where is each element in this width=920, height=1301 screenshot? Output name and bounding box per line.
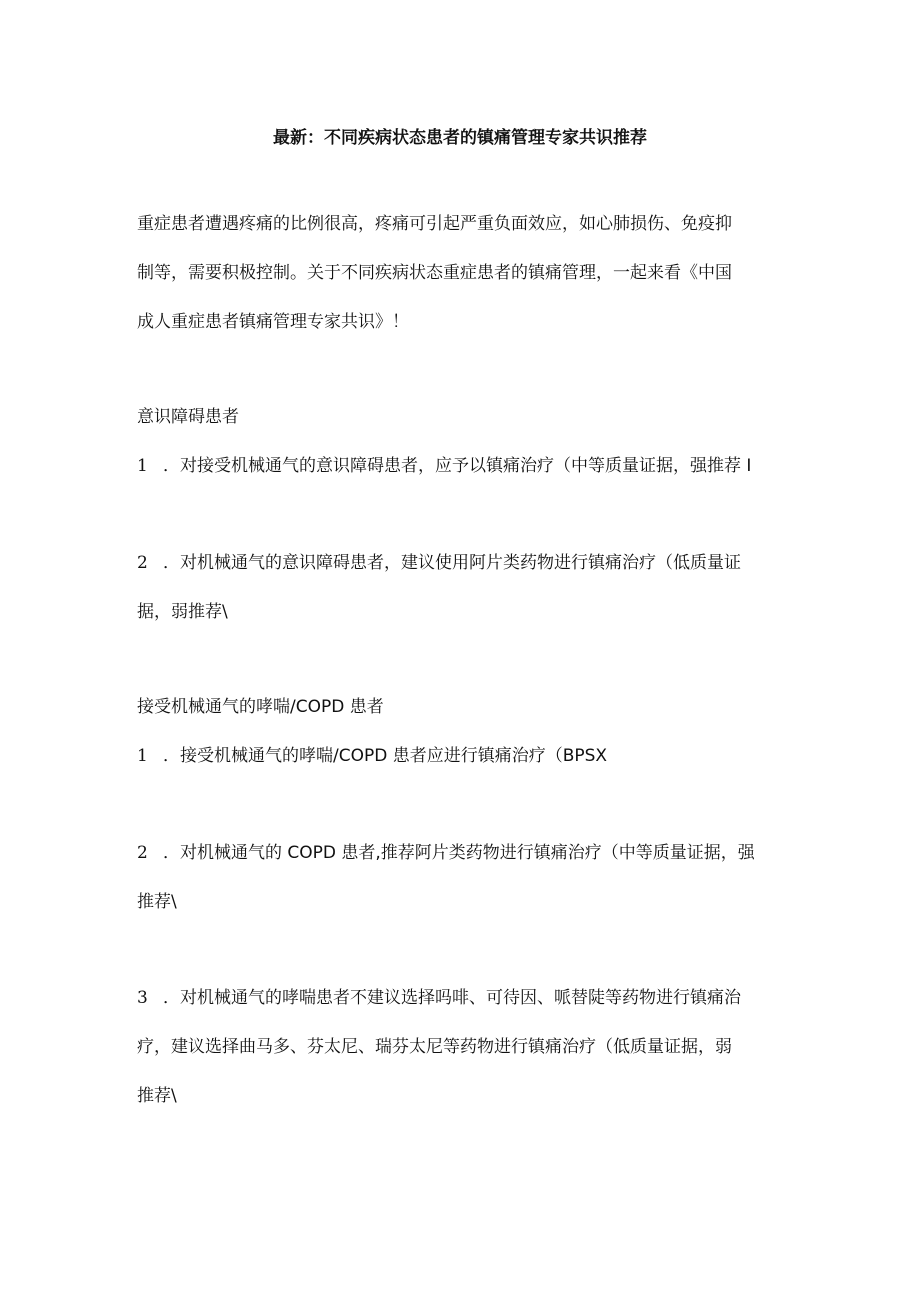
item-text: ．对机械通气的 COPD 患者,推荐阿片类药物进行镇痛治疗（中等质量证据，强 (163, 843, 755, 863)
list-item-s2-2-cont: 推荐\ (137, 892, 177, 912)
intro-line-3: 成人重症患者镇痛管理专家共识》！ (137, 312, 409, 332)
item-number: 2 (137, 553, 148, 573)
document-title: 最新：不同疾病状态患者的镇痛管理专家共识推荐 (273, 128, 647, 148)
item-text: ．对机械通气的意识障碍患者，建议使用阿片类药物进行镇痛治疗（低质量证 (163, 553, 741, 573)
section-heading-consciousness: 意识障碍患者 (137, 407, 239, 427)
item-number: 1 (137, 456, 148, 476)
item-text: ．对接受机械通气的意识障碍患者，应予以镇痛治疗（中等质量证据，强推荐 I (163, 456, 752, 476)
item-number: 2 (137, 843, 148, 863)
intro-line-1: 重症患者遭遇疼痛的比例很高，疼痛可引起严重负面效应，如心肺损伤、免疫抑 (137, 214, 732, 234)
item-number: 1 (137, 746, 148, 766)
item-text: ．对机械通气的哮喘患者不建议选择吗啡、可待因、哌替陡等药物进行镇痛治 (163, 988, 741, 1008)
list-item-s2-3-cont-1: 疗，建议选择曲马多、芬太尼、瑞芬太尼等药物进行镇痛治疗（低质量证据，弱 (137, 1037, 732, 1057)
item-text: ．接受机械通气的哮喘/COPD 患者应进行镇痛治疗（BPSX (163, 746, 608, 766)
list-item-s2-1 (137, 744, 797, 768)
list-item-s2-2 (137, 841, 797, 865)
list-item-s1-2-cont: 据，弱推荐\ (137, 602, 228, 622)
section-heading-asthma-copd: 接受机械通气的哮喘/COPD 患者 (137, 697, 384, 717)
list-item-s2-3-cont-2: 推荐\ (137, 1086, 177, 1106)
intro-line-2: 制等，需要积极控制。关于不同疾病状态重症患者的镇痛管理，一起来看《中国 (137, 263, 732, 283)
list-item-s2-3 (137, 986, 797, 1010)
list-item-s1-1 (137, 454, 797, 478)
list-item-s1-2 (137, 551, 797, 575)
item-number: 3 (137, 988, 148, 1008)
